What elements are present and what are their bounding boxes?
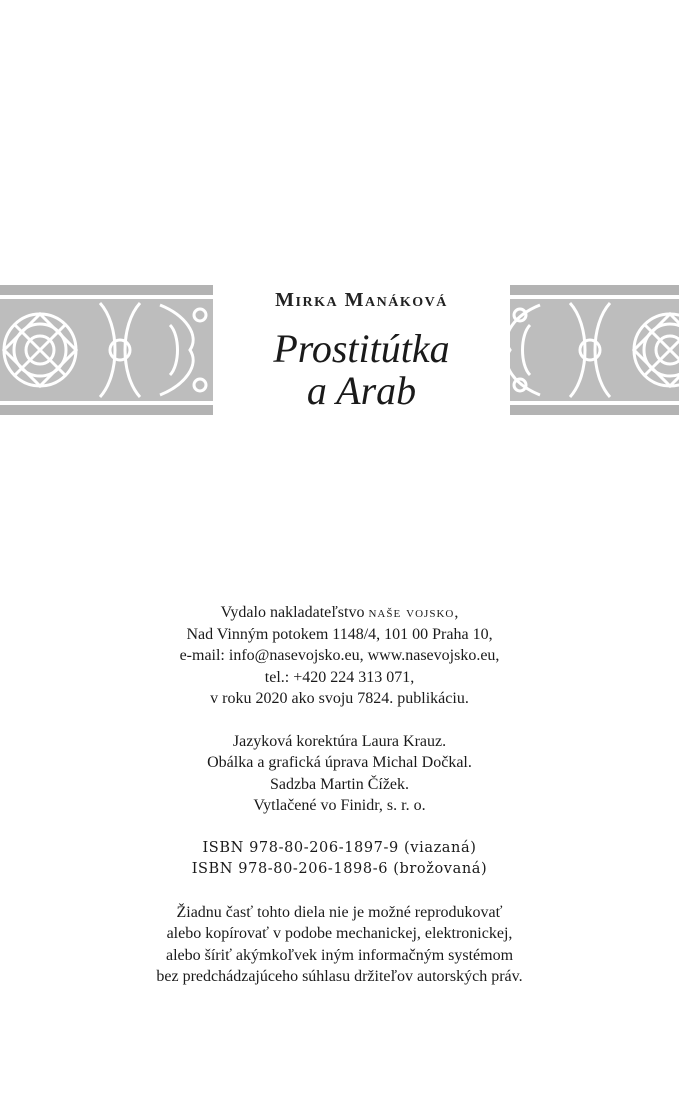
spacer bbox=[40, 817, 639, 838]
arabesque-ornament-right-icon bbox=[510, 285, 679, 415]
book-title bbox=[213, 328, 510, 412]
title-line-1: Prostitútka bbox=[273, 326, 450, 371]
spacer bbox=[40, 710, 639, 731]
author-name: Mirka Manáková bbox=[275, 289, 448, 311]
publication-note: v roku 2020 ako svoju 7824. publikáciu. bbox=[210, 690, 469, 707]
publisher-name: naše vojsko bbox=[368, 604, 455, 621]
title-line-2: a Arab bbox=[306, 368, 417, 413]
copyright-line-2: alebo kopírovať v podobe mechanickej, elektronickej, bbox=[166, 925, 513, 942]
isbn-hardcover: ISBN 978-80-206-1897-9 (viazaná) bbox=[202, 839, 477, 856]
credit-proofreading: Jazyková korektúra Laura Krauz. bbox=[232, 732, 447, 750]
publisher-phone: tel.: +420 224 313 071, bbox=[264, 668, 415, 686]
copyright-line-4: bez predchádzajúceho súhlasu držiteľov autorských práv. bbox=[156, 968, 523, 985]
credit-printing: Vytlačené vo Finidr, s. r. o. bbox=[253, 797, 426, 814]
publisher-line: Vydalo nakladateľstvo naše vojsko, bbox=[220, 604, 459, 621]
credit-design: Obálka a grafická úprava Michal Dočkal. bbox=[207, 754, 472, 771]
credit-typesetting: Sadzba Martin Čížek. bbox=[269, 775, 410, 793]
isbn-paperback: ISBN 978-80-206-1898-6 (brožovaná) bbox=[191, 861, 488, 877]
publisher-address: Nad Vinným potokem 1148/4, 101 00 Praha 10, bbox=[186, 625, 493, 643]
publisher-contact: e-mail: info@nasevojsko.eu, www.nasevojsko.eu, bbox=[179, 647, 500, 664]
spacer bbox=[40, 881, 639, 902]
arabesque-ornament-left-icon bbox=[0, 285, 213, 415]
copyright-line-3: alebo šíriť akýmkoľvek iným informačným systémom bbox=[165, 946, 514, 964]
copyright-line-1: Žiadnu časť tohto diela nie je možné reprodukovať bbox=[176, 903, 503, 921]
imprint-block bbox=[40, 602, 639, 988]
